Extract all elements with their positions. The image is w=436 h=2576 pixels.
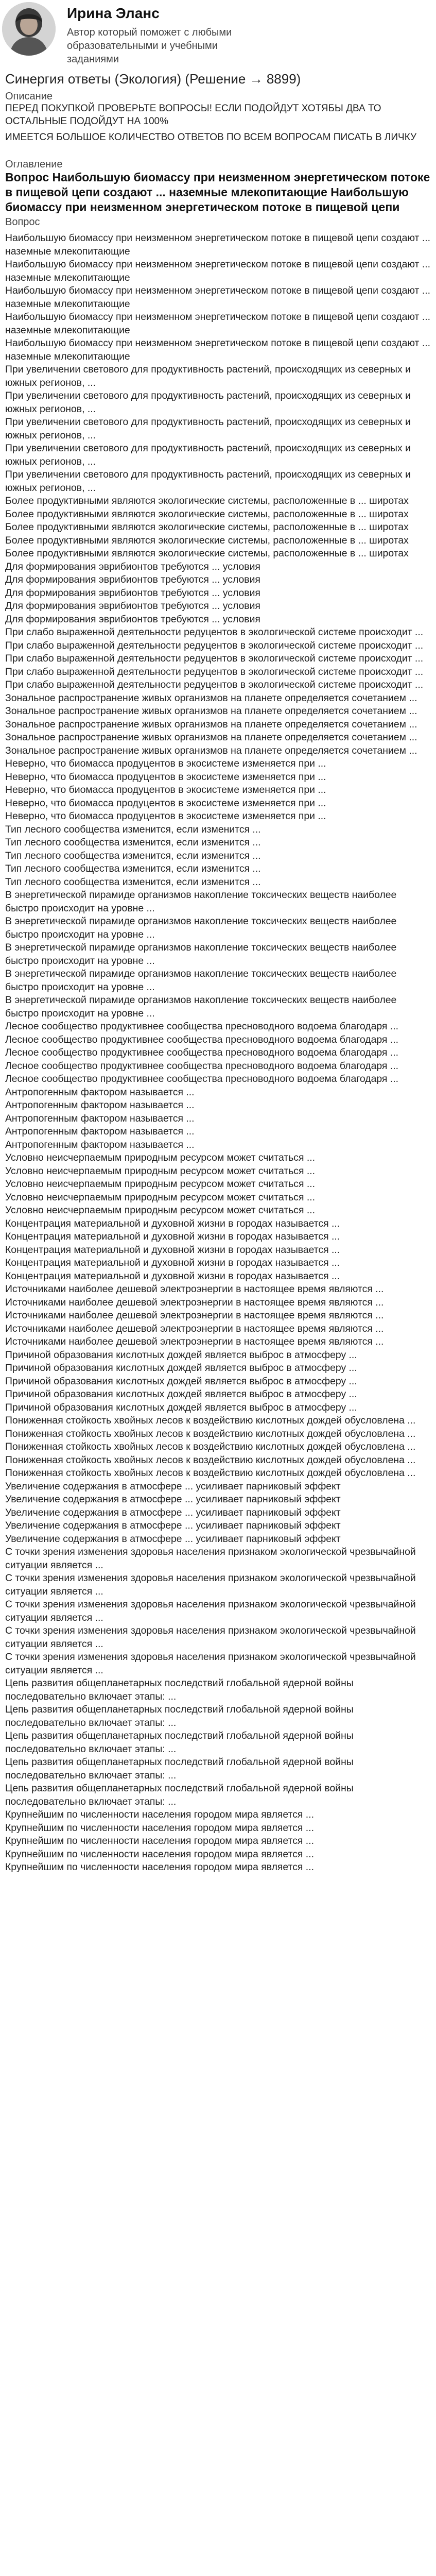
list-item: Пониженная стойкость хвойных лесов к воздействию кислотных дождей обусловлена ... bbox=[5, 1441, 416, 1452]
list-item: В энергетической пирамиде организмов накопление токсических веществ наиболее быстро происходит на уровне ... bbox=[5, 968, 397, 993]
list-item: При слабо выраженной деятельности редуцентов в экологической системе происходит ... bbox=[5, 666, 424, 677]
list-item: Наибольшую биомассу при неизменном энергетическом потоке в пищевой цепи создают ... наземные млекопитающие bbox=[5, 337, 430, 362]
list-item: Пониженная стойкость хвойных лесов к воздействию кислотных дождей обусловлена ... bbox=[5, 1415, 416, 1426]
list-item: Наибольшую биомассу при неизменном энергетическом потоке в пищевой цепи создают ... наземные млекопитающие bbox=[5, 232, 430, 257]
list-item: Концентрация материальной и духовной жизни в городах называется ... bbox=[5, 1270, 340, 1282]
list-item: В энергетической пирамиде организмов накопление токсических веществ наиболее быстро происходит на уровне ... bbox=[5, 889, 397, 914]
list-item: Цепь развития общепланетарных последствий глобальной ядерной войны последовательно включает этапы: ... bbox=[5, 1677, 354, 1702]
list-item: Пониженная стойкость хвойных лесов к воздействию кислотных дождей обусловлена ... bbox=[5, 1467, 416, 1479]
list-item: Более продуктивными являются экологические системы, расположенные в ... широтах bbox=[5, 534, 409, 546]
list-item: Цепь развития общепланетарных последствий глобальной ядерной войны последовательно включает этапы: ... bbox=[5, 1756, 354, 1781]
list-item: Источниками наиболее дешевой электроэнергии в настоящее время являются ... bbox=[5, 1283, 384, 1295]
list-item: Для формирования эврибионтов требуются ... условия bbox=[5, 600, 260, 612]
list-item: Более продуктивными являются экологические системы, расположенные в ... широтах bbox=[5, 521, 409, 533]
list-item: Антропогенным фактором называется ... bbox=[5, 1099, 195, 1111]
list-item: Антропогенным фактором называется ... bbox=[5, 1086, 195, 1098]
list-item: Тип лесного сообщества изменится, если изменится ... bbox=[5, 823, 261, 835]
list-item: Неверно, что биомасса продуцентов в экосистеме изменяется при ... bbox=[5, 771, 326, 783]
list-item: Крупнейшим по численности населения городом мира является ... bbox=[5, 1835, 314, 1846]
list-item: Антропогенным фактором называется ... bbox=[5, 1126, 195, 1137]
list-item: Тип лесного сообщества изменится, если изменится ... bbox=[5, 850, 261, 861]
list-item: При слабо выраженной деятельности редуцентов в экологической системе происходит ... bbox=[5, 653, 424, 664]
list-item: С точки зрения изменения здоровья населения признаком экологической чрезвычайной ситуации является ... bbox=[5, 1546, 416, 1571]
list-item: Неверно, что биомасса продуцентов в экосистеме изменяется при ... bbox=[5, 810, 326, 822]
list-item: При увеличении светового для продуктивность растений, происходящих из северных и южных регионов, ... bbox=[5, 364, 411, 388]
list-item: Неверно, что биомасса продуцентов в экосистеме изменяется при ... bbox=[5, 758, 326, 769]
list-item: При увеличении светового для продуктивность растений, происходящих из северных и южных регионов, ... bbox=[5, 390, 411, 415]
author-description: Автор который поможет с любыми образовательными и учебными заданиями bbox=[67, 27, 232, 65]
list-item: Антропогенным фактором называется ... bbox=[5, 1139, 195, 1150]
list-item: Концентрация материальной и духовной жизни в городах называется ... bbox=[5, 1257, 340, 1268]
list-item: Пониженная стойкость хвойных лесов к воздействию кислотных дождей обусловлена ... bbox=[5, 1428, 416, 1439]
author-header bbox=[0, 0, 436, 66]
list-item: Условно неисчерпаемым природным ресурсом может считаться ... bbox=[5, 1191, 316, 1203]
list-item: Зональное распространение живых организмов на планете определяется сочетанием ... bbox=[5, 744, 417, 756]
author-name[interactable]: Ирина Эланс bbox=[67, 5, 160, 21]
list-item: Неверно, что биомасса продуцентов в экосистеме изменяется при ... bbox=[5, 797, 326, 809]
list-item: Условно неисчерпаемым природным ресурсом может считаться ... bbox=[5, 1205, 316, 1216]
list-item: Условно неисчерпаемым природным ресурсом может считаться ... bbox=[5, 1152, 316, 1163]
list-item: Источниками наиболее дешевой электроэнергии в настоящее время являются ... bbox=[5, 1323, 384, 1334]
list-item: Тип лесного сообщества изменится, если изменится ... bbox=[5, 837, 261, 848]
list-item: В энергетической пирамиде организмов накопление токсических веществ наиболее быстро происходит на уровне ... bbox=[5, 942, 397, 967]
list-item: Пониженная стойкость хвойных лесов к воздействию кислотных дождей обусловлена ... bbox=[5, 1454, 416, 1466]
list-item: Антропогенным фактором называется ... bbox=[5, 1112, 195, 1124]
list-item: Увеличение содержания в атмосфере ... усиливает парниковый эффект bbox=[5, 1480, 341, 1492]
list-item: Для формирования эврибионтов требуются ... условия bbox=[5, 613, 260, 625]
list-item: Для формирования эврибионтов требуются ... условия bbox=[5, 574, 260, 585]
list-item: Более продуктивными являются экологические системы, расположенные в ... широтах bbox=[5, 548, 409, 559]
list-item: Причиной образования кислотных дождей является выброс в атмосферу ... bbox=[5, 1362, 357, 1374]
list-item: Увеличение содержания в атмосфере ... усиливает парниковый эффект bbox=[5, 1533, 341, 1545]
list-item: Причиной образования кислотных дождей является выброс в атмосферу ... bbox=[5, 1349, 357, 1361]
list-item: В энергетической пирамиде организмов накопление токсических веществ наиболее быстро происходит на уровне ... bbox=[5, 916, 397, 940]
list-item: Увеличение содержания в атмосфере ... усиливает парниковый эффект bbox=[5, 1506, 341, 1518]
question-list bbox=[5, 232, 431, 1874]
list-item: С точки зрения изменения здоровья населения признаком экологической чрезвычайной ситуации является ... bbox=[5, 1651, 416, 1676]
list-item: С точки зрения изменения здоровья населения признаком экологической чрезвычайной ситуации является ... bbox=[5, 1599, 416, 1623]
list-item: С точки зрения изменения здоровья населения признаком экологической чрезвычайной ситуации является ... bbox=[5, 1572, 416, 1597]
list-item: При слабо выраженной деятельности редуцентов в экологической системе происходит ... bbox=[5, 639, 424, 651]
description-text: ПЕРЕД ПОКУПКОЙ ПРОВЕРЬТЕ ВОПРОСЫ! ЕСЛИ ПОДОЙДУТ ХОТЯБЫ ДВА ТО ОСТАЛЬНЫЕ ПОДОЙДУТ НА 100% bbox=[5, 103, 381, 127]
list-item: Крупнейшим по численности населения городом мира является ... bbox=[5, 1809, 314, 1820]
list-item: Цепь развития общепланетарных последствий глобальной ядерной войны последовательно включает этапы: ... bbox=[5, 1704, 354, 1728]
list-item: Наибольшую биомассу при неизменном энергетическом потоке в пищевой цепи создают ... наземные млекопитающие bbox=[5, 285, 430, 310]
list-item: Более продуктивными являются экологические системы, расположенные в ... широтах bbox=[5, 508, 409, 520]
list-item: Причиной образования кислотных дождей является выброс в атмосферу ... bbox=[5, 1375, 357, 1387]
list-item: Увеличение содержания в атмосфере ... усиливает парниковый эффект bbox=[5, 1520, 341, 1531]
list-item: В энергетической пирамиде организмов накопление токсических веществ наиболее быстро происходит на уровне ... bbox=[5, 994, 397, 1019]
list-item: Источниками наиболее дешевой электроэнергии в настоящее время являются ... bbox=[5, 1310, 384, 1321]
list-item: Зональное распространение живых организмов на планете определяется сочетанием ... bbox=[5, 705, 417, 717]
description-heading: Описание bbox=[5, 91, 53, 102]
author-photo-icon bbox=[2, 2, 56, 56]
list-item: Условно неисчерпаемым природным ресурсом может считаться ... bbox=[5, 1178, 316, 1190]
list-item: Зональное распространение живых организмов на планете определяется сочетанием ... bbox=[5, 732, 417, 743]
list-item: Концентрация материальной и духовной жизни в городах называется ... bbox=[5, 1244, 340, 1256]
list-item: Крупнейшим по численности населения городом мира является ... bbox=[5, 1822, 314, 1834]
list-item: Цепь развития общепланетарных последствий глобальной ядерной войны последовательно включает этапы: ... bbox=[5, 1783, 354, 1807]
list-item: Условно неисчерпаемым природным ресурсом может считаться ... bbox=[5, 1165, 316, 1177]
page-title: Синергия ответы (Экология) (Решение → 8899) bbox=[5, 71, 301, 87]
toc-text: Вопрос Наибольшую биомассу при неизменном энергетическом потоке в пищевой цепи создают ... наземные млекопитающие Наибольшую биомассу при неизменном энергетическом потоке в пищевой цепи bbox=[5, 171, 430, 213]
description-text-2: ИМЕЕТСЯ БОЛЬШОЕ КОЛИЧЕСТВО ОТВЕТОВ ПО ВСЕМ ВОПРОСАМ ПИСАТЬ В ЛИЧКУ bbox=[5, 132, 417, 143]
list-item: При увеличении светового для продуктивность растений, происходящих из северных и южных регионов, ... bbox=[5, 416, 411, 441]
list-item: Крупнейшим по численности населения городом мира является ... bbox=[5, 1861, 314, 1873]
list-item: Для формирования эврибионтов требуются ... условия bbox=[5, 561, 260, 572]
list-item: С точки зрения изменения здоровья населения признаком экологической чрезвычайной ситуации является ... bbox=[5, 1625, 416, 1650]
list-item: Лесное сообщество продуктивнее сообщества пресноводного водоема благодаря ... bbox=[5, 1073, 398, 1084]
list-item: Зональное распространение живых организмов на планете определяется сочетанием ... bbox=[5, 692, 417, 704]
list-item: Более продуктивными являются экологические системы, расположенные в ... широтах bbox=[5, 495, 409, 506]
list-item: Тип лесного сообщества изменится, если изменится ... bbox=[5, 863, 261, 874]
toc-heading: Оглавление bbox=[5, 159, 63, 170]
list-item: Концентрация материальной и духовной жизни в городах называется ... bbox=[5, 1217, 340, 1229]
list-item: Источниками наиболее дешевой электроэнергии в настоящее время являются ... bbox=[5, 1336, 384, 1347]
list-item: Крупнейшим по численности населения городом мира является ... bbox=[5, 1848, 314, 1860]
list-item: Лесное сообщество продуктивнее сообщества пресноводного водоема благодаря ... bbox=[5, 1033, 398, 1045]
list-item: Для формирования эврибионтов требуются ... условия bbox=[5, 587, 260, 599]
list-item: При слабо выраженной деятельности редуцентов в экологической системе происходит ... bbox=[5, 626, 424, 638]
list-item: При увеличении светового для продуктивность растений, происходящих из северных и южных регионов, ... bbox=[5, 443, 411, 467]
list-item: При слабо выраженной деятельности редуцентов в экологической системе происходит ... bbox=[5, 679, 424, 690]
list-item: Зональное распространение живых организмов на планете определяется сочетанием ... bbox=[5, 718, 417, 730]
list-item: Наибольшую биомассу при неизменном энергетическом потоке в пищевой цепи создают ... наземные млекопитающие bbox=[5, 311, 430, 336]
list-item: Тип лесного сообщества изменится, если изменится ... bbox=[5, 876, 261, 888]
question-heading: Вопрос bbox=[5, 216, 40, 228]
list-item: Наибольшую биомассу при неизменном энергетическом потоке в пищевой цепи создают ... наземные млекопитающие bbox=[5, 259, 430, 283]
list-item: Лесное сообщество продуктивнее сообщества пресноводного водоема благодаря ... bbox=[5, 1047, 398, 1058]
avatar[interactable] bbox=[2, 2, 56, 56]
list-item: Неверно, что биомасса продуцентов в экосистеме изменяется при ... bbox=[5, 784, 326, 795]
list-item: Причиной образования кислотных дождей является выброс в атмосферу ... bbox=[5, 1401, 357, 1413]
list-item: Лесное сообщество продуктивнее сообщества пресноводного водоема благодаря ... bbox=[5, 1021, 398, 1032]
list-item: Увеличение содержания в атмосфере ... усиливает парниковый эффект bbox=[5, 1494, 341, 1505]
list-item: Источниками наиболее дешевой электроэнергии в настоящее время являются ... bbox=[5, 1296, 384, 1308]
list-item: Концентрация материальной и духовной жизни в городах называется ... bbox=[5, 1231, 340, 1242]
list-item: При увеличении светового для продуктивность растений, происходящих из северных и южных регионов, ... bbox=[5, 469, 411, 494]
list-item: Цепь развития общепланетарных последствий глобальной ядерной войны последовательно включает этапы: ... bbox=[5, 1730, 354, 1755]
list-item: Причиной образования кислотных дождей является выброс в атмосферу ... bbox=[5, 1388, 357, 1400]
list-item: Лесное сообщество продуктивнее сообщества пресноводного водоема благодаря ... bbox=[5, 1060, 398, 1072]
